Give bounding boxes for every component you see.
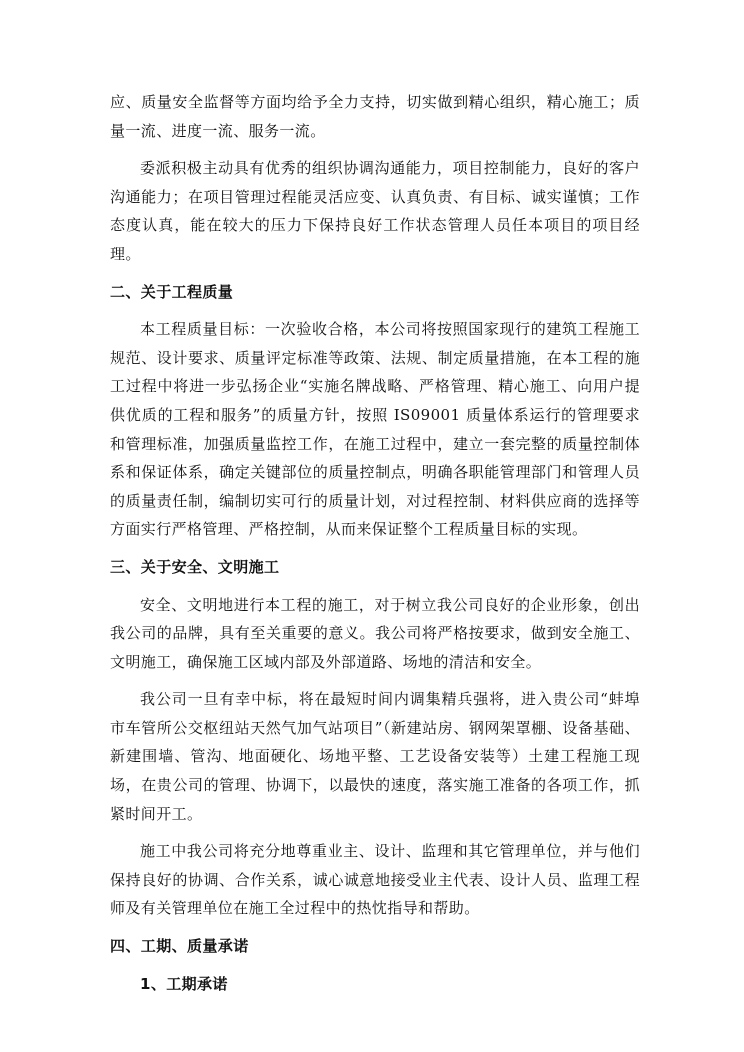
heading-schedule-commitment: 1、工期承诺 xyxy=(140,974,228,993)
paragraph-safety: 安全、文明地进行本工程的施工，对于树立我公司良好的企业形象，创出我公司的品牌，具有至关重要的意义。我公司将严格按要求，做到安全施工、文明施工，确保施工区域内部及外部道路、场地的清洁和安全。 xyxy=(110,595,640,671)
paragraph-cooperation: 施工中我公司将充分地尊重业主、设计、监理和其它管理单位，并与他们保持良好的协调、合作关系，诚心诚意地接受业主代表、设计人员、监理工程师及有关管理单位在施工全过程中的热忱指导和帮助。 xyxy=(110,842,640,918)
heading-commitment: 四、工期、质量承诺 xyxy=(110,937,249,956)
paragraph-project-manager: 委派积极主动具有优秀的组织协调沟通能力，项目控制能力，良好的客户沟通能力；在项目管理过程能灵活应变、认真负责、有目标、诚实谨慎；工作态度认真，能在较大的压力下保持良好工作状态管理人员任本项目的项目经理。 xyxy=(110,159,640,263)
paragraph-support: 应、质量安全监督等方面均给予全力支持，切实做到精心组织，精心施工；质量一流、进度一流、服务一流。 xyxy=(110,93,640,140)
paragraph-quality-goal: 本工程质量目标：一次验收合格，本公司将按照国家现行的建筑工程施工规范、设计要求、质量评定标准等政策、法规、制定质量措施，在本工程的施工过程中将进一步弘扬企业“实施名牌战略、严格管理、精心施工、向用户提供优质的工程和服务”的质量方针，按照 IS09001 质量体系运行的管理要求和管理标准，加强质量监控工作，在施工过程中，建立一套完整的质量控制体系和保证体系，确定关键部位的质量控制点，明确各职能管理部门和管理人员的质量责任制，编制切实可行的质量计划，对过程控制、材料供应商的选择等方面实行严格管理、严格控制，从而来保证整个工程质量目标的实现。 xyxy=(110,320,640,539)
heading-quality: 二、关于工程质量 xyxy=(110,282,234,301)
document-body xyxy=(110,88,640,998)
paragraph-mobilization: 我公司一旦有幸中标，将在最短时间内调集精兵强将，进入贵公司“蚌埠市车管所公交枢纽站天然气加气站项目”（新建站房、钢网架罩棚、设备基础、新建围墙、管沟、地面硬化、场地平整、工艺设备安装等）土建工程施工现场，在贵公司的管理、协调下，以最快的速度，落实施工准备的各项工作，抓紧时间开工。 xyxy=(110,690,640,823)
heading-safety: 三、关于安全、文明施工 xyxy=(110,557,280,576)
